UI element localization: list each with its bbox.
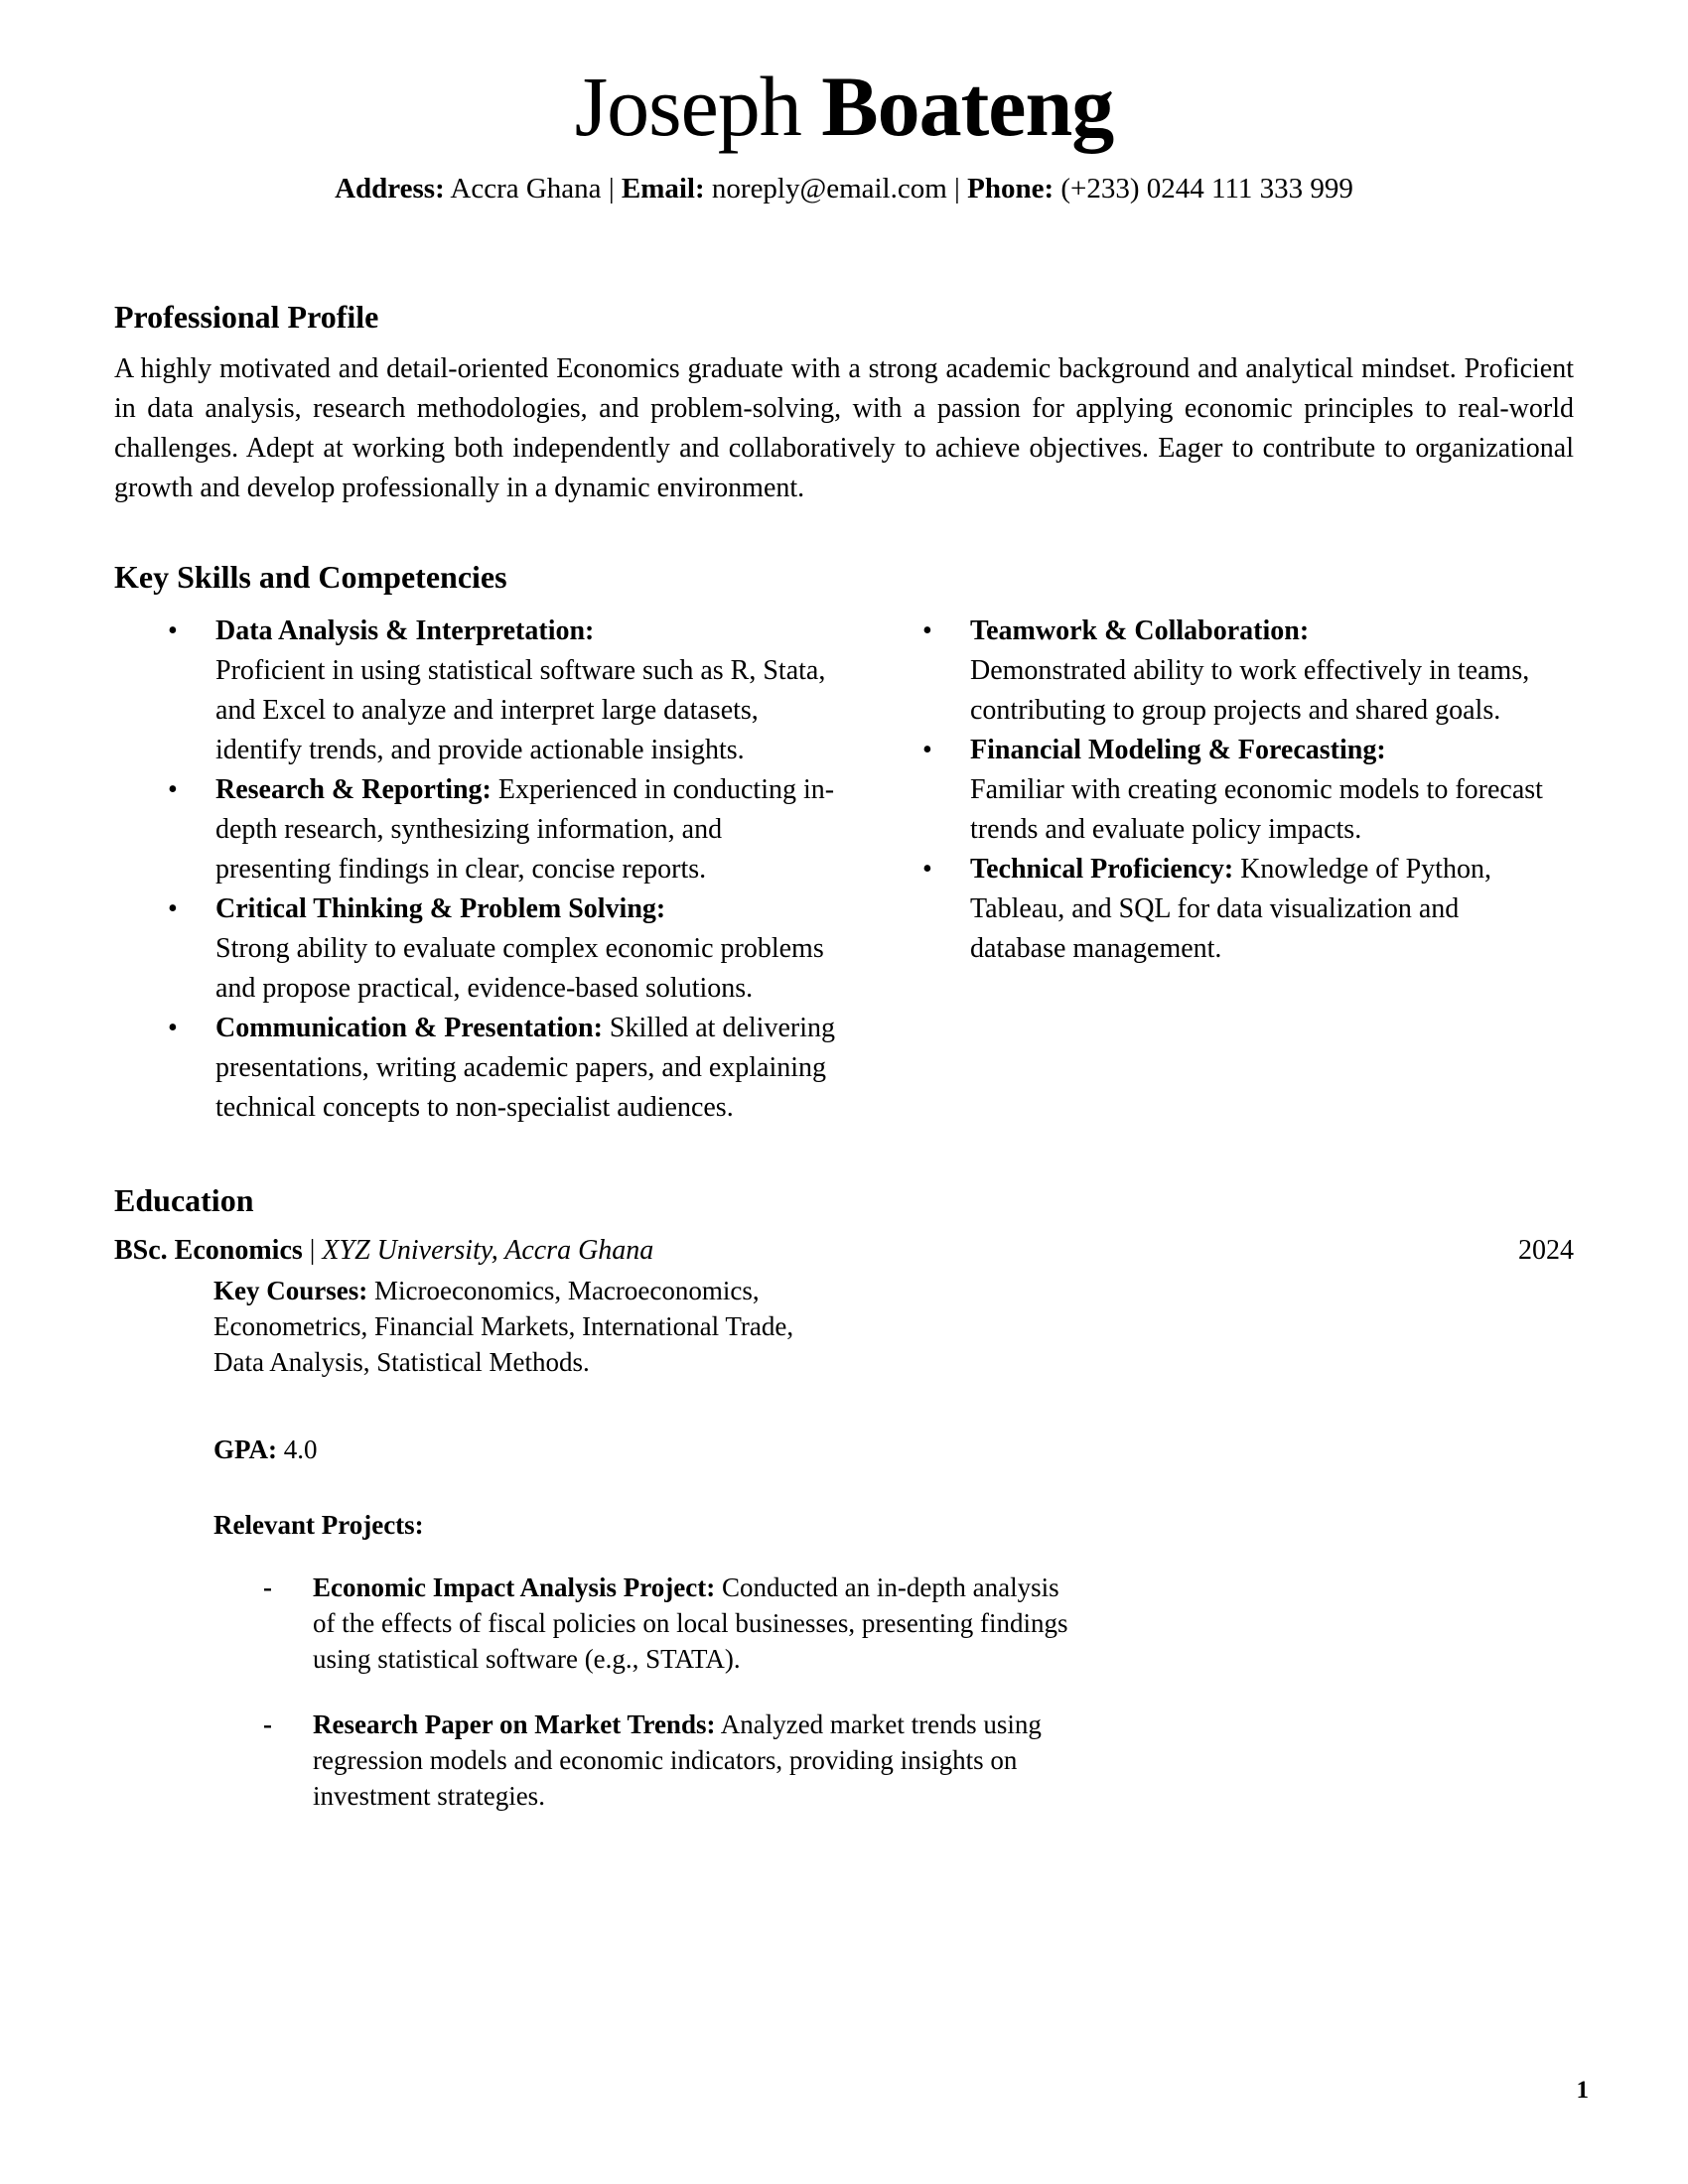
project-list bbox=[213, 1570, 1574, 1814]
phone-label: Phone: bbox=[967, 173, 1055, 205]
skills-section-heading: Key Skills and Competencies bbox=[114, 559, 507, 595]
project-description: Analyzed market trends using regression models and economic indicators, providing insights on investment strategies. bbox=[313, 1709, 1042, 1811]
skill-item-communication bbox=[114, 1009, 869, 1128]
skill-list bbox=[869, 612, 1574, 969]
degree-row bbox=[114, 1231, 1574, 1271]
project-title: Economic Impact Analysis Project: bbox=[313, 1572, 716, 1602]
project-item-economic-impact bbox=[213, 1570, 1087, 1677]
skill-description: Demonstrated ability to work effectively in teams, contributing to group projects and shared goals. bbox=[970, 655, 1530, 726]
project-item-market-trends bbox=[213, 1706, 1087, 1814]
skill-item-financial-modeling bbox=[869, 731, 1574, 850]
skill-description: Skilled at delivering presentations, writing academic papers, and explaining technical concepts to non-specialist audiences. bbox=[215, 1013, 835, 1123]
skill-title: • Financial Modeling & Forecasting: bbox=[970, 735, 1386, 765]
skill-description: Familiar with creating economic models to forecast trends and evaluate policy impacts. bbox=[970, 774, 1543, 845]
skill-title: • Teamwork & Collaboration: bbox=[970, 615, 1310, 646]
degree-name: BSc. Economics bbox=[114, 1235, 303, 1266]
phone-value: (+233) 0244 111 333 999 bbox=[1054, 173, 1353, 205]
graduation-year: 2024 bbox=[1518, 1235, 1574, 1266]
address-value: Accra Ghana bbox=[444, 173, 602, 205]
institution-name: XYZ University, Accra Ghana bbox=[322, 1235, 654, 1266]
relevant-projects-label: Relevant Projects: bbox=[213, 1510, 424, 1540]
email-value: noreply@email.com bbox=[704, 173, 947, 205]
degree-separator: | bbox=[302, 1235, 323, 1266]
gpa-line bbox=[213, 1432, 1574, 1467]
education-section-heading: Education bbox=[114, 1182, 254, 1218]
skill-item-teamwork bbox=[869, 612, 1574, 731]
skills-columns bbox=[114, 612, 1574, 1128]
key-courses-text: Microeconomics, Macroeconomics, Econometrics, Financial Markets, International Trade, Data Analysis, Statistical Methods. bbox=[213, 1276, 794, 1377]
skill-description: Strong ability to evaluate complex economic problems and propose practical, evidence-based solutions. bbox=[215, 933, 824, 1004]
key-courses bbox=[213, 1273, 801, 1380]
profile-summary: A highly motivated and detail-oriented Economics graduate with a strong academic background and analytical mindset. Proficient in data analysis, research methodologies, and problem-solving, with a passion for applying economic principles to real-world challenges. Adept at working both independently and collaboratively to achieve objectives. Eager to contribute to organizational growth and develop professionally in a dynamic environment. bbox=[114, 353, 1574, 503]
dash-bullet: - bbox=[263, 1709, 272, 1739]
skill-title: • Critical Thinking & Problem Solving: bbox=[215, 893, 666, 924]
page-number: 1 bbox=[1576, 2077, 1589, 2104]
skill-item-research-reporting bbox=[114, 770, 869, 889]
skill-title: Communication & Presentation: bbox=[215, 1013, 603, 1043]
candidate-first-name: Joseph bbox=[574, 59, 801, 154]
skill-item-data-analysis bbox=[114, 612, 869, 770]
contact-line bbox=[114, 169, 1574, 208]
skill-title: Technical Proficiency: bbox=[970, 854, 1234, 885]
degree-line bbox=[114, 1231, 653, 1271]
skill-title: Research & Reporting: bbox=[215, 774, 492, 805]
project-title: Research Paper on Market Trends: bbox=[313, 1709, 716, 1739]
email-label: Email: bbox=[621, 173, 705, 205]
address-label: Address: bbox=[335, 173, 445, 205]
contact-separator: | bbox=[601, 173, 622, 205]
education-details bbox=[213, 1273, 1574, 1814]
profile-section-heading: Professional Profile bbox=[114, 299, 379, 335]
candidate-last-name: Boateng bbox=[821, 59, 1114, 154]
contact-separator: | bbox=[946, 173, 968, 205]
gpa-value: 4.0 bbox=[276, 1434, 318, 1464]
skill-title: • Data Analysis & Interpretation: bbox=[215, 615, 595, 646]
skills-column-right bbox=[869, 612, 1574, 1128]
skill-description: Proficient in using statistical software such as R, Stata, and Excel to analyze and interpret large datasets, identify trends, and provide actionable insights. bbox=[215, 655, 826, 765]
gpa-label: GPA: bbox=[213, 1434, 277, 1464]
skill-item-technical-proficiency bbox=[869, 850, 1574, 969]
skill-list bbox=[114, 612, 869, 1128]
candidate-name bbox=[114, 48, 1574, 165]
dash-bullet: - bbox=[263, 1572, 272, 1602]
skills-column-left bbox=[114, 612, 869, 1128]
key-courses-label: Key Courses: bbox=[213, 1276, 368, 1305]
project-description: Conducted an in-depth analysis of the effects of fiscal policies on local businesses, presenting findings using statistical software (e.g., STATA). bbox=[313, 1572, 1068, 1674]
skill-description: Knowledge of Python, Tableau, and SQL for data visualization and database management. bbox=[970, 854, 1491, 964]
skill-description: Experienced in conducting in-depth research, synthesizing information, and presenting findings in clear, concise reports. bbox=[215, 774, 835, 885]
skill-item-critical-thinking bbox=[114, 889, 869, 1009]
